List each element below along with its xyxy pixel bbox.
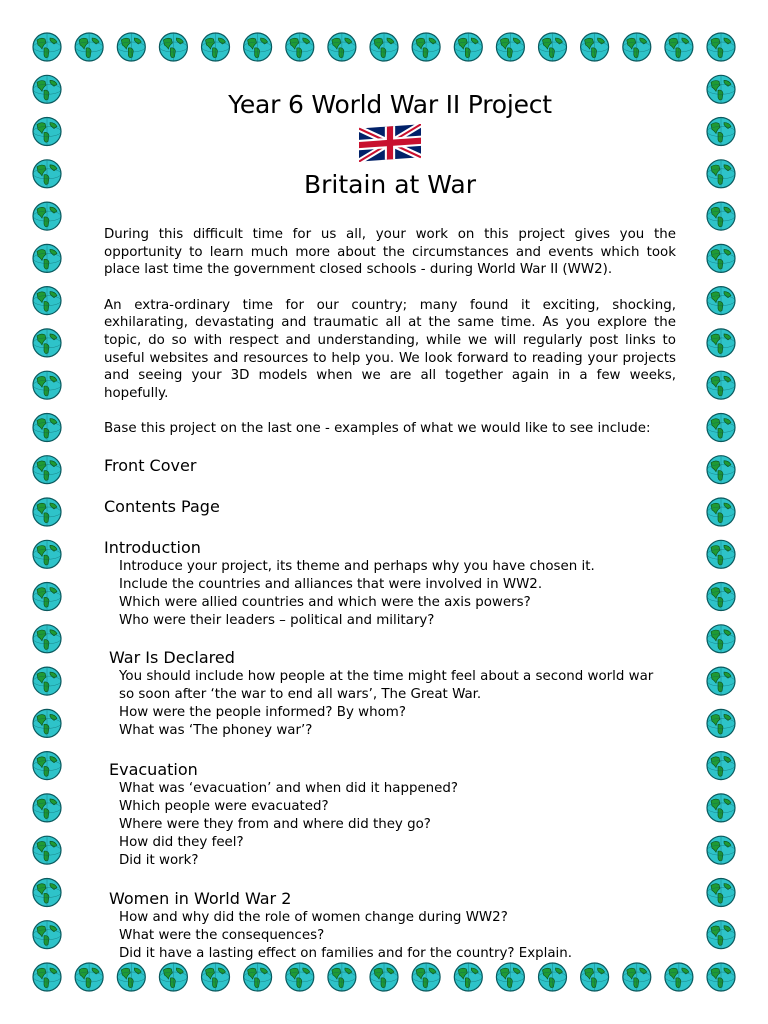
globe-icon bbox=[707, 921, 735, 949]
globe-icon bbox=[707, 752, 735, 780]
globe-icon bbox=[33, 794, 61, 822]
intro-paragraph: An extra-ordinary time for our country; many found it exciting, shocking, exhilarating, devastating and traumatic all at the same time. As you explore the topic, do so with respect and understanding, while we will regularly post links to useful websites and resources to help you. We look forward to reading your projects and seeing your 3D models when we are all together again in a few weeks, hopefully. bbox=[104, 297, 676, 401]
list-item: How and why did the role of women change during WW2? bbox=[119, 909, 508, 925]
globe-icon bbox=[707, 794, 735, 822]
globe-icon bbox=[454, 963, 482, 991]
globe-icon bbox=[244, 963, 272, 991]
section-title: Women in World War 2 bbox=[109, 888, 292, 908]
section-title: Contents Page bbox=[104, 496, 220, 516]
flag-container bbox=[104, 124, 676, 168]
globe-icon bbox=[33, 75, 61, 103]
globe-icon bbox=[33, 371, 61, 399]
globe-icon bbox=[623, 33, 651, 61]
globe-icon bbox=[707, 963, 735, 991]
list-item: How did they feel? bbox=[119, 834, 244, 850]
globe-icon bbox=[623, 963, 651, 991]
document-body bbox=[104, 88, 676, 963]
globe-icon bbox=[33, 456, 61, 484]
list-item: Introduce your project, its theme and perhaps why you have chosen it. bbox=[119, 558, 595, 574]
globe-icon bbox=[707, 287, 735, 315]
globe-icon bbox=[707, 118, 735, 146]
globe-icon bbox=[707, 667, 735, 695]
list-item: What were the consequences? bbox=[119, 927, 325, 943]
globe-icon bbox=[707, 625, 735, 653]
globe-icon bbox=[159, 33, 187, 61]
globe-icon bbox=[33, 498, 61, 526]
globe-icon bbox=[454, 33, 482, 61]
globe-icon bbox=[33, 752, 61, 780]
list-item: Which people were evacuated? bbox=[119, 798, 329, 814]
globe-icon bbox=[707, 583, 735, 611]
globe-icon bbox=[707, 709, 735, 737]
globe-icon bbox=[496, 33, 524, 61]
globe-icon bbox=[117, 33, 145, 61]
section-title: Evacuation bbox=[109, 759, 198, 779]
globe-icon bbox=[581, 33, 609, 61]
globe-icon bbox=[75, 963, 103, 991]
globe-icon bbox=[539, 963, 567, 991]
list-item: How were the people informed? By whom? bbox=[119, 704, 406, 720]
globe-icon bbox=[244, 33, 272, 61]
globe-icon bbox=[665, 963, 693, 991]
globe-icon bbox=[33, 202, 61, 230]
globe-icon bbox=[159, 963, 187, 991]
globe-icon bbox=[707, 33, 735, 61]
globe-icon bbox=[370, 963, 398, 991]
intro-paragraph: Base this project on the last one - examples of what we would like to see include: bbox=[104, 421, 651, 437]
globe-icon bbox=[33, 540, 61, 568]
globe-icon bbox=[707, 836, 735, 864]
globe-icon bbox=[33, 963, 61, 991]
list-item: Did it work? bbox=[119, 852, 199, 868]
globe-icon bbox=[370, 33, 398, 61]
globe-icon bbox=[707, 244, 735, 272]
globe-icon bbox=[707, 160, 735, 188]
page-title: Year 6 World War II Project bbox=[228, 90, 552, 119]
globe-icon bbox=[33, 583, 61, 611]
globe-icon bbox=[33, 244, 61, 272]
section-title: Introduction bbox=[104, 537, 201, 557]
globe-icon bbox=[412, 33, 440, 61]
list-item: You should include how people at the time might feel about a second world war bbox=[119, 668, 654, 684]
globe-icon bbox=[33, 667, 61, 695]
globe-icon bbox=[33, 33, 61, 61]
globe-icon bbox=[202, 33, 230, 61]
section-list bbox=[104, 909, 676, 963]
globe-icon bbox=[707, 329, 735, 357]
globe-icon bbox=[707, 456, 735, 484]
list-item: Where were they from and where did they go? bbox=[119, 816, 431, 832]
globe-icon bbox=[33, 921, 61, 949]
globe-icon bbox=[33, 879, 61, 907]
list-item: Which were allied countries and which were the axis powers? bbox=[119, 594, 531, 610]
intro-paragraph: During this difficult time for us all, your work on this project gives you the opportunity to learn much more about the circumstances and events which took place last time the government closed schools - during World War II (WW2). bbox=[104, 227, 676, 278]
section-list bbox=[104, 558, 676, 630]
globe-icon bbox=[33, 836, 61, 864]
globe-icon bbox=[665, 33, 693, 61]
list-item: Did it have a lasting effect on families and for the country? Explain. bbox=[119, 945, 573, 961]
section-title: War Is Declared bbox=[109, 647, 235, 667]
page-subtitle: Britain at War bbox=[303, 170, 477, 199]
globe-icon bbox=[328, 963, 356, 991]
globe-icon bbox=[539, 33, 567, 61]
globe-icon bbox=[707, 202, 735, 230]
list-item: Who were their leaders – political and military? bbox=[119, 612, 435, 628]
section-title: Front Cover bbox=[104, 455, 197, 475]
globe-icon bbox=[33, 414, 61, 442]
globe-icon bbox=[328, 33, 356, 61]
globe-icon bbox=[707, 540, 735, 568]
globe-icon bbox=[286, 963, 314, 991]
list-item: What was ‘The phoney war’? bbox=[119, 722, 313, 738]
globe-icon bbox=[33, 625, 61, 653]
globe-icon bbox=[33, 287, 61, 315]
section-list bbox=[104, 668, 676, 740]
globe-icon bbox=[33, 329, 61, 357]
globe-icon bbox=[707, 75, 735, 103]
globe-icon bbox=[202, 963, 230, 991]
globe-icon bbox=[707, 879, 735, 907]
list-item: What was ‘evacuation’ and when did it happened? bbox=[119, 780, 459, 796]
globe-icon bbox=[33, 709, 61, 737]
globe-icon bbox=[707, 414, 735, 442]
globe-icon bbox=[496, 963, 524, 991]
globe-icon bbox=[707, 371, 735, 399]
globe-icon bbox=[286, 33, 314, 61]
globe-icon bbox=[33, 118, 61, 146]
globe-icon bbox=[75, 33, 103, 61]
section-list bbox=[104, 780, 676, 870]
globe-icon bbox=[33, 160, 61, 188]
union-jack-flag-icon bbox=[359, 124, 421, 162]
globe-icon bbox=[412, 963, 440, 991]
list-item: so soon after ‘the war to end all wars’, The Great War. bbox=[119, 686, 482, 702]
globe-icon bbox=[117, 963, 145, 991]
globe-icon bbox=[707, 498, 735, 526]
list-item: Include the countries and alliances that were involved in WW2. bbox=[119, 576, 543, 592]
globe-icon bbox=[581, 963, 609, 991]
